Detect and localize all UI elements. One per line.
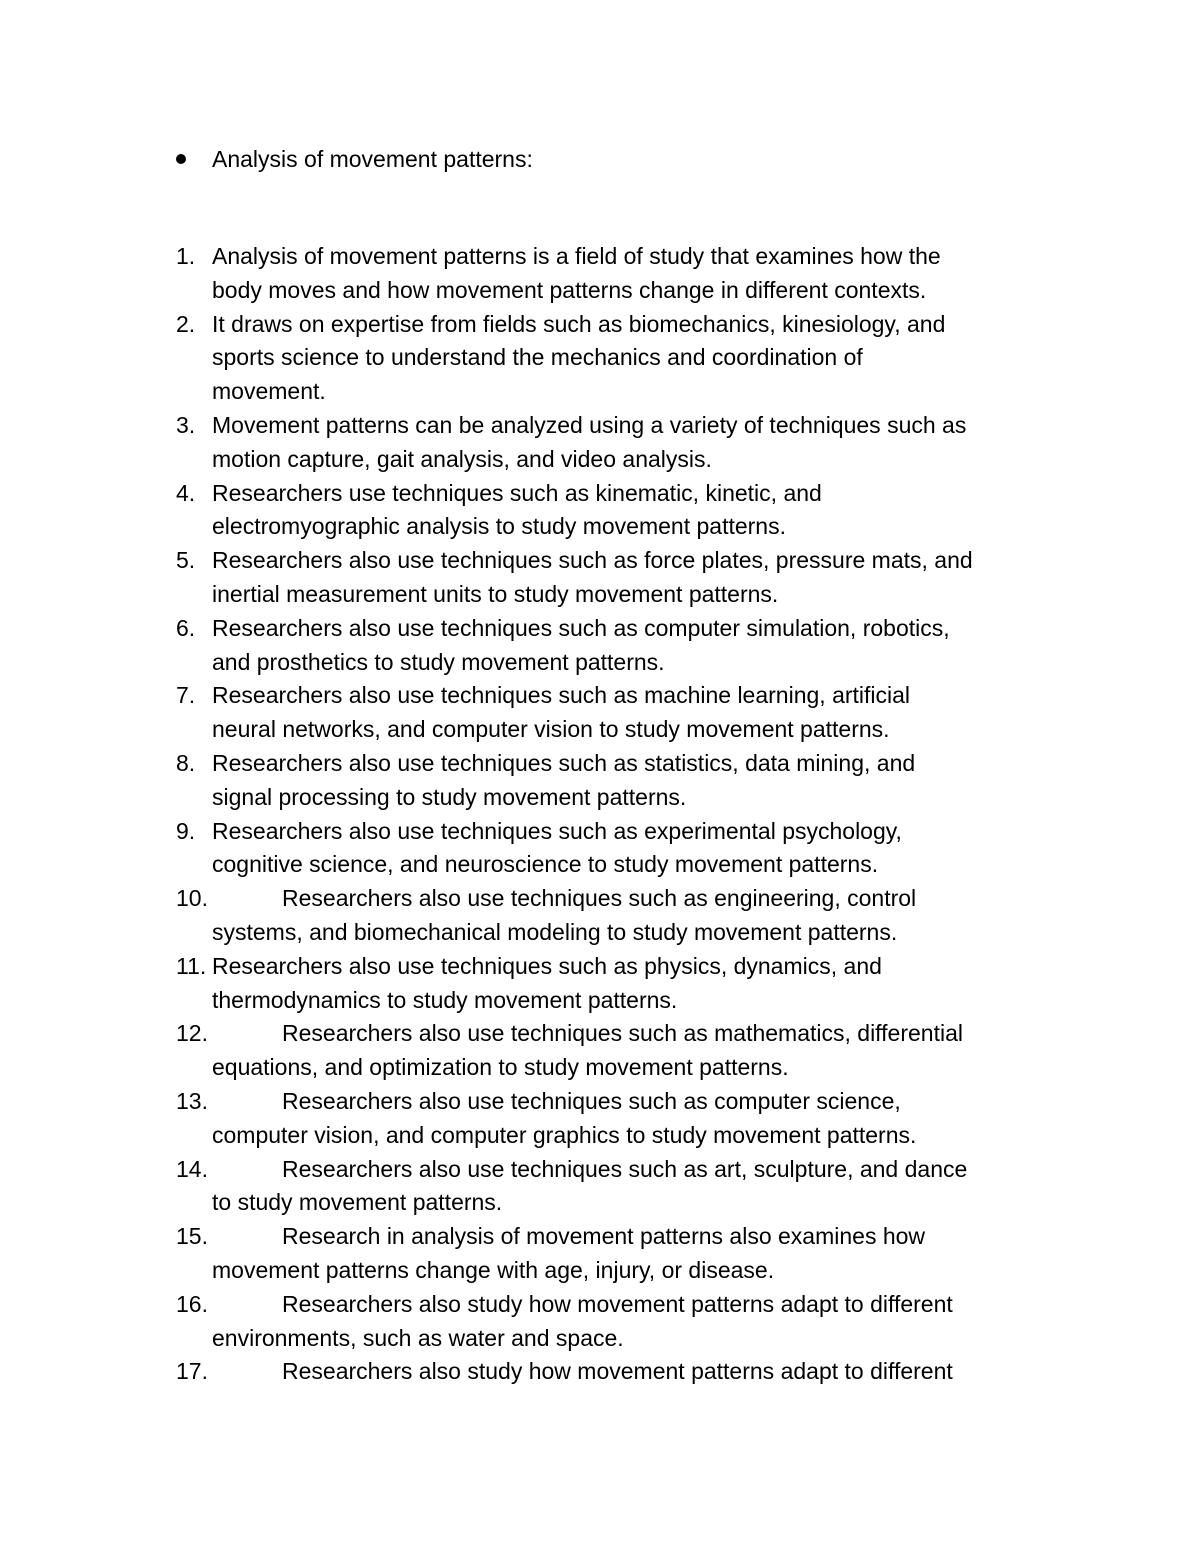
list-item xyxy=(0,815,1072,883)
list-item-text: Researchers also use techniques such as engineering, control xyxy=(282,885,917,912)
list-item xyxy=(0,1288,1072,1356)
list-item xyxy=(0,308,1072,409)
list-item-number: 7. xyxy=(176,682,196,709)
list-item-number: 3. xyxy=(176,411,196,438)
list-item-text-continued: equations, and optimization to study movement patterns. xyxy=(212,1054,789,1081)
list-item-text: Researchers also study how movement patterns adapt to different xyxy=(282,1290,953,1317)
list-item xyxy=(0,1153,1072,1221)
list-item xyxy=(0,679,1072,747)
list-item-text: Researchers also use techniques such as machine learning, artificial xyxy=(212,682,911,709)
list-item-number: 1. xyxy=(176,243,196,269)
list-item-text: Researchers also use techniques such as computer science, xyxy=(282,1087,901,1114)
list-item-number: 17. xyxy=(176,1358,208,1385)
list-item-text-continued: inertial measurement units to study movement patterns. xyxy=(212,580,779,607)
list-item-text: Researchers also use techniques such as physics, dynamics, and xyxy=(212,952,882,979)
list-item-text: Researchers also use techniques such as mathematics, differential xyxy=(282,1020,963,1047)
list-item-number: 6. xyxy=(176,614,196,641)
list-item-text-continued: cognitive science, and neuroscience to study movement patterns. xyxy=(212,851,879,878)
list-item-text: Researchers also use techniques such as computer simulation, robotics, xyxy=(212,614,950,641)
list-item-number: 12. xyxy=(176,1020,208,1047)
list-item-number: 4. xyxy=(176,479,196,506)
list-item-text: Analysis of movement patterns is a field of study that examines how the xyxy=(212,243,941,269)
list-item-text: Researchers also use techniques such as statistics, data mining, and xyxy=(212,749,916,776)
list-item-number: 5. xyxy=(176,547,196,574)
list-item-number: 2. xyxy=(176,310,196,337)
list-item-number: 16. xyxy=(176,1290,208,1317)
list-item-number: 10. xyxy=(176,885,208,912)
list-item xyxy=(0,747,1072,815)
list-item xyxy=(0,1017,1072,1085)
list-item xyxy=(0,240,1072,308)
list-item-text-continued: systems, and biomechanical modeling to study movement patterns. xyxy=(212,918,898,945)
list-item-text: Movement patterns can be analyzed using a variety of techniques such as xyxy=(212,411,967,438)
list-item-number: 13. xyxy=(176,1087,208,1114)
list-item-number: 9. xyxy=(176,817,196,844)
list-item xyxy=(0,409,1072,477)
list-item-text-continued: thermodynamics to study movement patterns. xyxy=(212,986,678,1013)
list-item-number: 8. xyxy=(176,749,196,776)
list-item-text: It draws on expertise from fields such as biomechanics, kinesiology, and xyxy=(212,310,946,337)
list-item-text: Researchers also use techniques such as experimental psychology, xyxy=(212,817,902,844)
list-item-text-continued: movement patterns change with age, injury, or disease. xyxy=(212,1256,775,1283)
list-item-text-continued: environments, such as water and space. xyxy=(212,1324,624,1351)
list-item-number: 14. xyxy=(176,1155,208,1182)
list-item xyxy=(0,477,1072,545)
list-item-text: Researchers use techniques such as kinematic, kinetic, and xyxy=(212,479,822,506)
list-item xyxy=(0,544,1072,612)
bullet-icon xyxy=(176,154,186,164)
list-item-text-continued: signal processing to study movement patterns. xyxy=(212,783,687,810)
list-item-text: Researchers also use techniques such as art, sculpture, and dance xyxy=(282,1155,968,1182)
list-item xyxy=(0,1355,1072,1389)
list-item-number: 15. xyxy=(176,1223,208,1250)
numbered-list xyxy=(0,240,1200,1389)
list-item xyxy=(0,950,1072,1018)
list-item-text-continued: and prosthetics to study movement patterns. xyxy=(212,648,665,675)
list-item-text-continued: neural networks, and computer vision to study movement patterns. xyxy=(212,716,890,743)
section-heading-text: Analysis of movement patterns: xyxy=(212,146,533,172)
list-item-text: Researchers also use techniques such as force plates, pressure mats, and xyxy=(212,547,973,574)
list-item-text: Research in analysis of movement patterns also examines how xyxy=(282,1223,926,1250)
list-item xyxy=(0,1085,1072,1153)
list-item-text-continued: computer vision, and computer graphics to study movement patterns. xyxy=(212,1121,917,1148)
list-item xyxy=(0,612,1072,680)
list-item-text-continued: sports science to understand the mechanics and coordination of movement. xyxy=(212,344,863,405)
list-item-text-continued: to study movement patterns. xyxy=(212,1189,503,1216)
list-item-text-continued: electromyographic analysis to study movement patterns. xyxy=(212,513,786,540)
list-item-number: 11. xyxy=(176,952,207,979)
list-item xyxy=(0,882,1072,950)
list-item xyxy=(0,1220,1072,1288)
list-item-text-continued: motion capture, gait analysis, and video analysis. xyxy=(212,445,712,472)
list-item-text-continued: body moves and how movement patterns change in different contexts. xyxy=(212,276,927,303)
list-item-text: Researchers also study how movement patterns adapt to different xyxy=(282,1358,953,1385)
